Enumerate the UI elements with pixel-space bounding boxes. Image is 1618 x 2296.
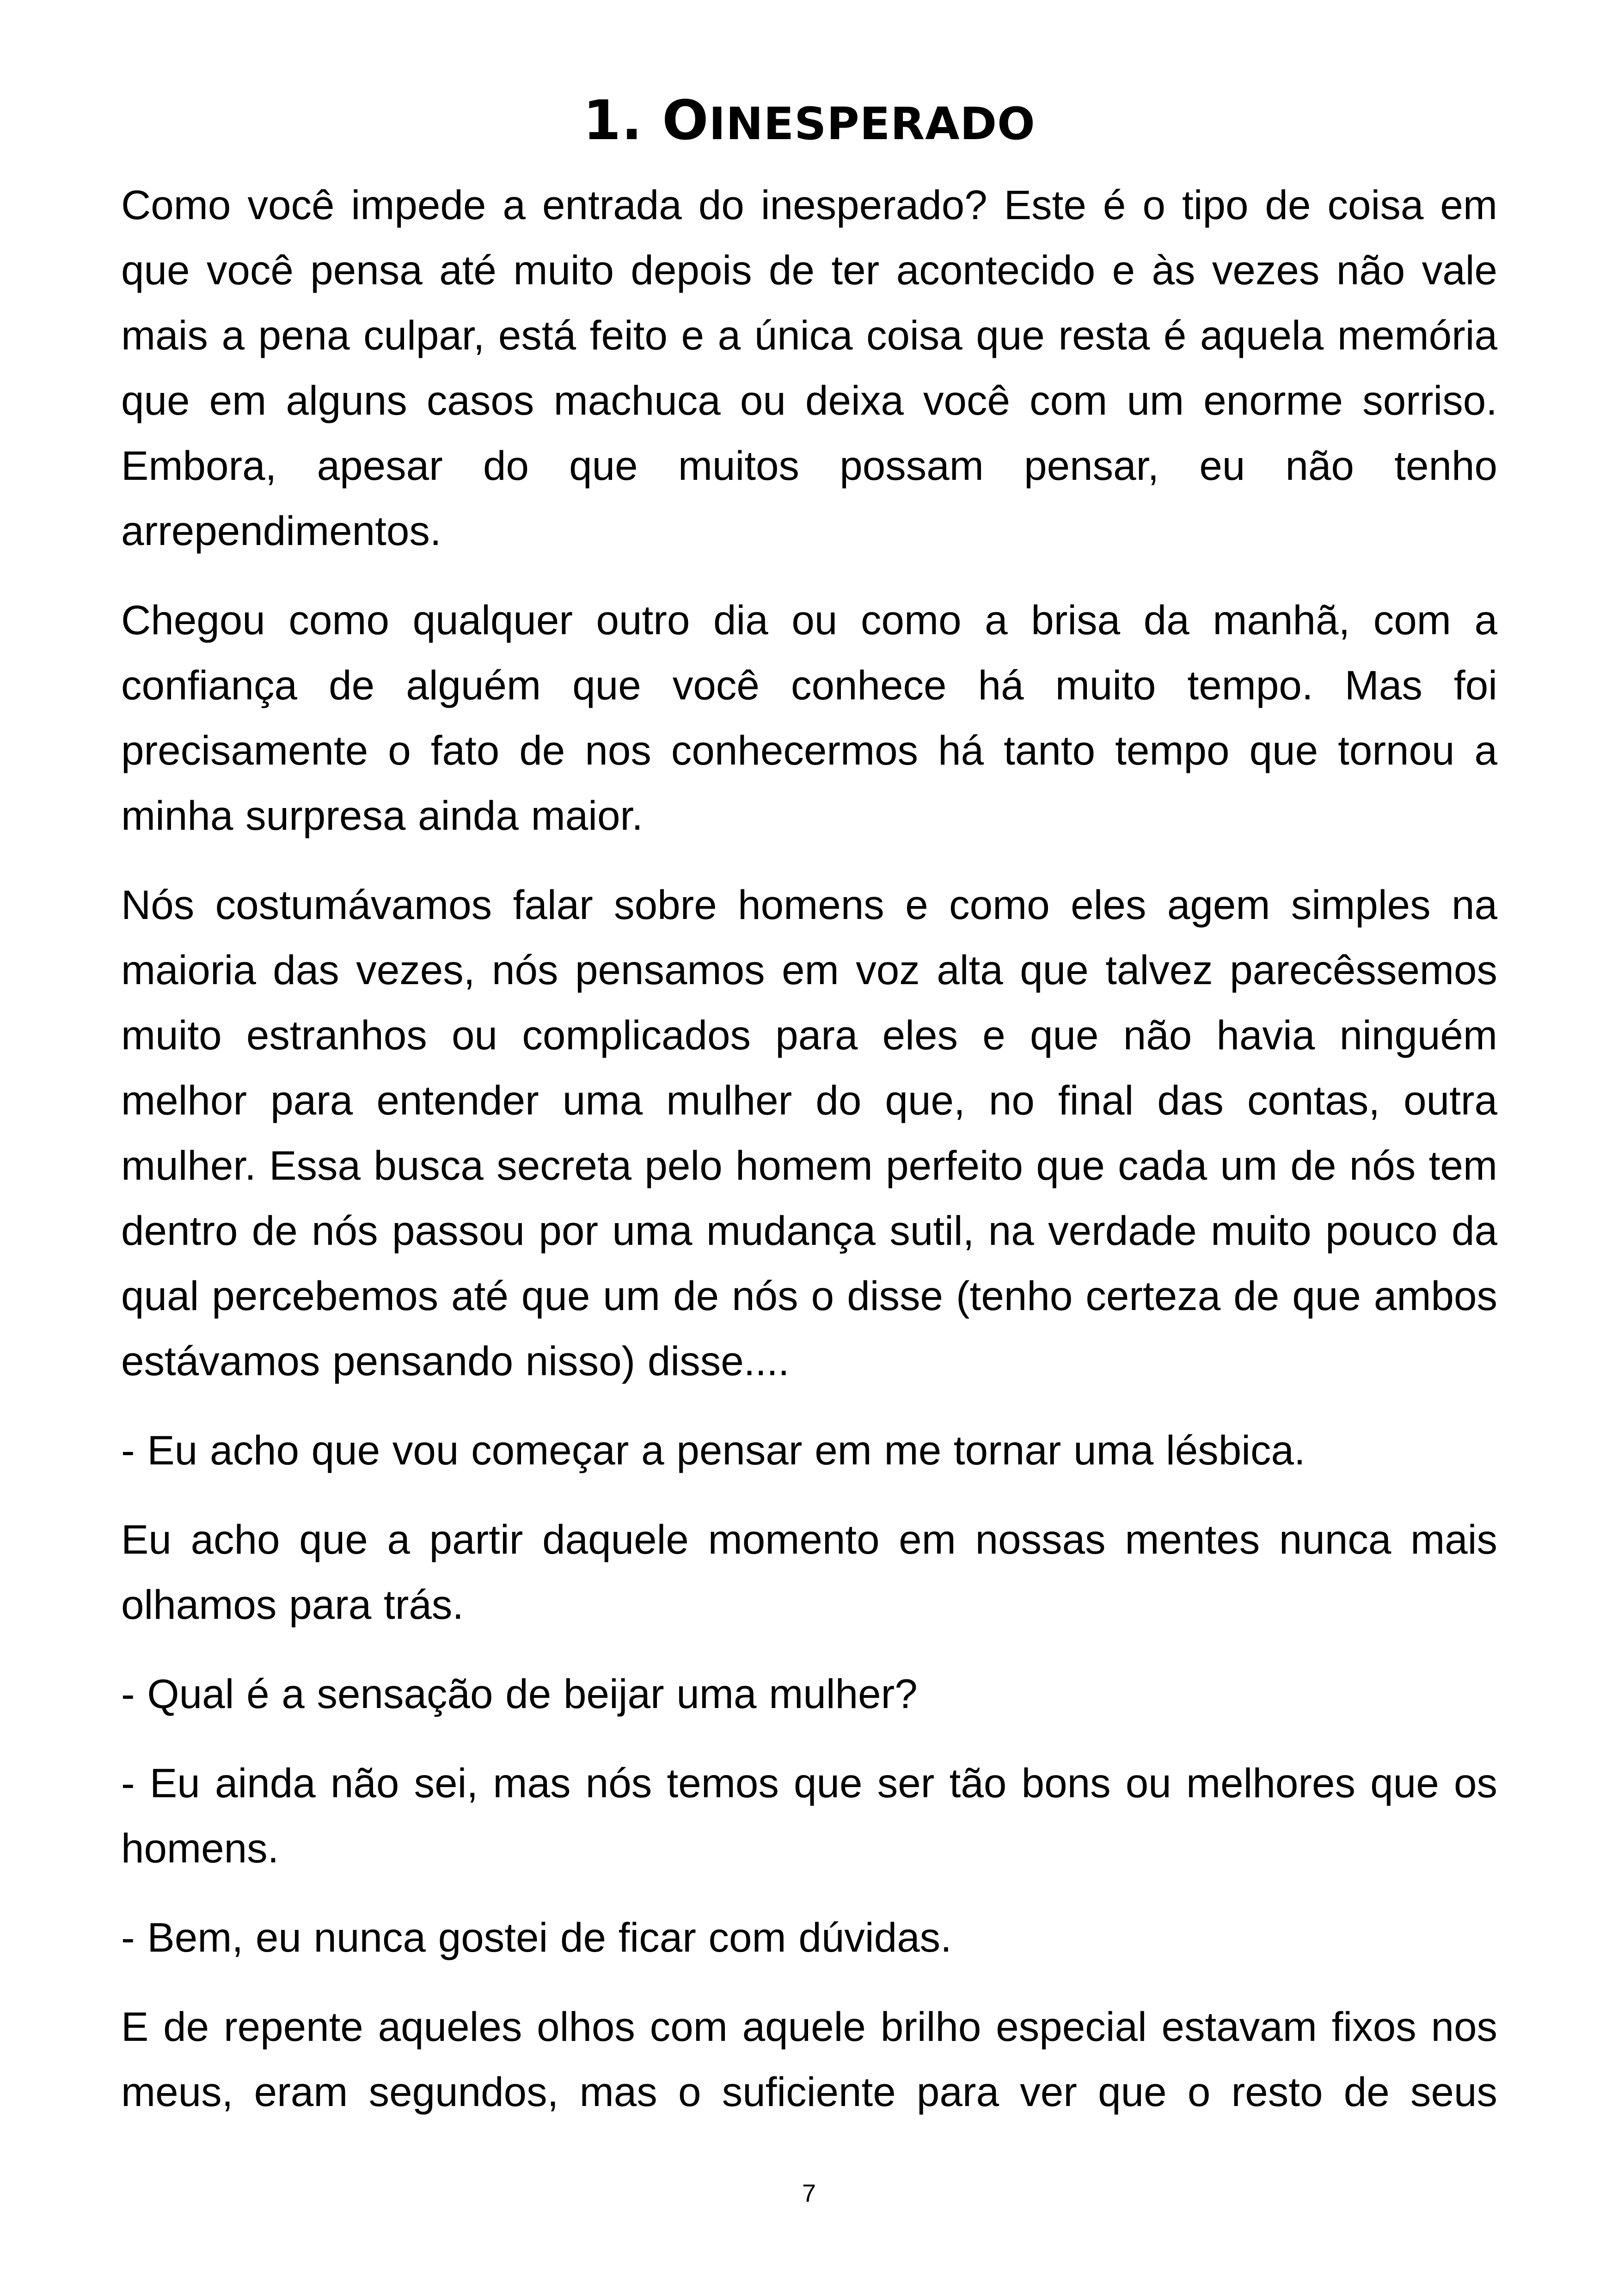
page-content (121, 0, 1497, 2125)
paragraph: Nós costumávamos falar sobre homens e como eles agem simples na maioria das vezes, nós pensamos em voz alta que talvez parecêssemos muito estranhos ou complicados para eles e que não havia ninguém melhor para entender uma mulher do que, no final das contas, outra mulher. Essa busca secreta pelo homem perfeito que cada um de nós tem dentro de nós passou por uma mudança sutil, na verdade muito pouco da qual percebemos até que um de nós o disse (tenho certeza de que ambos estávamos pensando nisso) disse.... (121, 882, 1497, 1384)
chapter-title (121, 90, 1497, 154)
dialogue-line: - Eu ainda não sei, mas nós temos que ser tão bons ou melhores que os homens. (121, 1760, 1497, 1871)
paragraph: Chegou como qualquer outro dia ou como a brisa da manhã, com a confiança de alguém que você conhece há muito tempo. Mas foi precisamente o fato de nos conhecermos há tanto tempo que tornou a minha surpresa ainda maior. (121, 597, 1497, 839)
dialogue-line: - Qual é a sensação de beijar uma mulher? (121, 1671, 918, 1717)
paragraph: Como você impede a entrada do inesperado? Este é o tipo de coisa em que você pensa até muito depois de ter acontecido e às vezes não vale mais a pena culpar, está feito e a única coisa que resta é aquela memória que em alguns casos machuca ou deixa você com um enorme sorriso. Embora, apesar do que muitos possam pensar, eu não tenho arrependimentos. (121, 182, 1497, 554)
chapter-title-rest: INESPERADO (709, 98, 1036, 150)
chapter-number: 1. (583, 88, 643, 152)
paragraph-continued: E de repente aqueles olhos com aquele brilho especial estavam fixos nos meus, eram segundos, mas o suficiente para ver que o resto de seus (121, 2003, 1497, 2115)
chapter-title-initial: O (662, 88, 709, 152)
dialogue-line: - Bem, eu nunca gostei de ficar com dúvidas. (121, 1914, 952, 1960)
page-number: 7 (802, 2180, 816, 2207)
paragraph: Eu acho que a partir daquele momento em nossas mentes nunca mais olhamos para trás. (121, 1516, 1497, 1628)
body-text (121, 172, 1497, 2125)
dialogue-line: - Eu acho que vou começar a pensar em me tornar uma lésbica. (121, 1427, 1305, 1473)
